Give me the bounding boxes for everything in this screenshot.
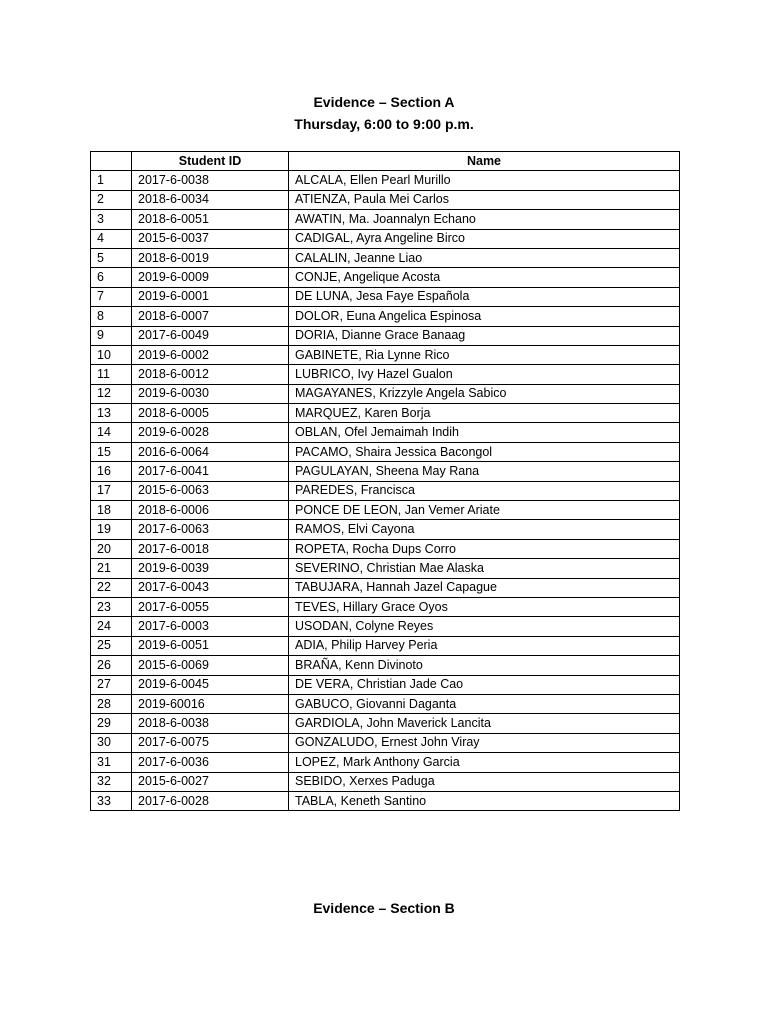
student-name-cell: CONJE, Angelique Acosta <box>289 268 680 287</box>
row-number: 29 <box>91 714 132 733</box>
student-id-cell: 2019-6-0039 <box>132 559 289 578</box>
row-number: 24 <box>91 617 132 636</box>
table-row <box>91 248 680 267</box>
student-name-cell: PAREDES, Francisca <box>289 481 680 500</box>
section-b-title: Evidence – Section B <box>313 900 455 916</box>
student-id-cell: 2018-6-0038 <box>132 714 289 733</box>
student-id-cell: 2018-6-0005 <box>132 404 289 423</box>
row-number: 22 <box>91 578 132 597</box>
student-id-cell: 2017-6-0041 <box>132 462 289 481</box>
table-row <box>91 326 680 345</box>
table-row <box>91 520 680 539</box>
student-name-cell: MARQUEZ, Karen Borja <box>289 404 680 423</box>
table-row <box>91 617 680 636</box>
student-name-cell: AWATIN, Ma. Joannalyn Echano <box>289 210 680 229</box>
student-name-cell: ADIA, Philip Harvey Peria <box>289 636 680 655</box>
student-id-cell: 2019-60016 <box>132 694 289 713</box>
row-number: 13 <box>91 404 132 423</box>
section-a-roster-table <box>90 151 680 811</box>
table-row <box>91 772 680 791</box>
student-id-cell: 2016-6-0064 <box>132 442 289 461</box>
table-row <box>91 423 680 442</box>
table-row <box>91 791 680 810</box>
student-name-cell: TEVES, Hillary Grace Oyos <box>289 597 680 616</box>
student-id-cell: 2018-6-0034 <box>132 190 289 209</box>
row-number: 11 <box>91 365 132 384</box>
row-number: 5 <box>91 248 132 267</box>
table-row <box>91 481 680 500</box>
row-number: 23 <box>91 597 132 616</box>
row-number: 33 <box>91 791 132 810</box>
student-id-cell: 2015-6-0037 <box>132 229 289 248</box>
table-row <box>91 171 680 190</box>
row-number: 3 <box>91 210 132 229</box>
section-a-schedule: Thursday, 6:00 to 9:00 p.m. <box>294 116 474 132</box>
row-number: 16 <box>91 462 132 481</box>
table-row <box>91 384 680 403</box>
section-a-title: Evidence – Section A <box>313 94 455 110</box>
table-row <box>91 578 680 597</box>
row-number: 8 <box>91 307 132 326</box>
student-name-cell: SEBIDO, Xerxes Paduga <box>289 772 680 791</box>
row-number: 10 <box>91 345 132 364</box>
student-name-cell: PACAMO, Shaira Jessica Bacongol <box>289 442 680 461</box>
student-name-cell: DOLOR, Euna Angelica Espinosa <box>289 307 680 326</box>
row-number: 4 <box>91 229 132 248</box>
student-name-cell: DORIA, Dianne Grace Banaag <box>289 326 680 345</box>
student-name-cell: LOPEZ, Mark Anthony Garcia <box>289 753 680 772</box>
row-number: 20 <box>91 539 132 558</box>
row-number: 25 <box>91 636 132 655</box>
table-row <box>91 210 680 229</box>
table-row <box>91 345 680 364</box>
row-number: 18 <box>91 501 132 520</box>
table-row <box>91 636 680 655</box>
row-number: 12 <box>91 384 132 403</box>
student-id-cell: 2015-6-0063 <box>132 481 289 500</box>
student-id-cell: 2019-6-0009 <box>132 268 289 287</box>
student-id-cell: 2015-6-0027 <box>132 772 289 791</box>
row-number: 19 <box>91 520 132 539</box>
student-name-cell: USODAN, Colyne Reyes <box>289 617 680 636</box>
student-id-cell: 2017-6-0003 <box>132 617 289 636</box>
student-name-cell: OBLAN, Ofel Jemaimah Indih <box>289 423 680 442</box>
column-header-number <box>91 152 132 171</box>
student-id-cell: 2017-6-0036 <box>132 753 289 772</box>
student-name-cell: TABLA, Keneth Santino <box>289 791 680 810</box>
student-name-cell: CALALIN, Jeanne Liao <box>289 248 680 267</box>
student-name-cell: MAGAYANES, Krizzyle Angela Sabico <box>289 384 680 403</box>
table-row <box>91 733 680 752</box>
table-row <box>91 714 680 733</box>
student-name-cell: BRAÑA, Kenn Divinoto <box>289 656 680 675</box>
student-id-cell: 2017-6-0038 <box>132 171 289 190</box>
student-name-cell: RAMOS, Elvi Cayona <box>289 520 680 539</box>
table-row <box>91 753 680 772</box>
row-number: 30 <box>91 733 132 752</box>
student-name-cell: DE VERA, Christian Jade Cao <box>289 675 680 694</box>
row-number: 32 <box>91 772 132 791</box>
table-row <box>91 442 680 461</box>
table-row <box>91 365 680 384</box>
student-id-cell: 2017-6-0049 <box>132 326 289 345</box>
student-id-cell: 2017-6-0043 <box>132 578 289 597</box>
row-number: 17 <box>91 481 132 500</box>
student-name-cell: ALCALA, Ellen Pearl Murillo <box>289 171 680 190</box>
student-name-cell: CADIGAL, Ayra Angeline Birco <box>289 229 680 248</box>
table-row <box>91 404 680 423</box>
row-number: 27 <box>91 675 132 694</box>
student-id-cell: 2015-6-0069 <box>132 656 289 675</box>
student-name-cell: PONCE DE LEON, Jan Vemer Ariate <box>289 501 680 520</box>
student-name-cell: DE LUNA, Jesa Faye Española <box>289 287 680 306</box>
student-id-cell: 2018-6-0012 <box>132 365 289 384</box>
table-header-row <box>91 152 680 171</box>
student-name-cell: LUBRICO, Ivy Hazel Gualon <box>289 365 680 384</box>
student-id-cell: 2019-6-0001 <box>132 287 289 306</box>
student-name-cell: SEVERINO, Christian Mae Alaska <box>289 559 680 578</box>
roster-body <box>91 171 680 811</box>
table-row <box>91 694 680 713</box>
student-name-cell: ATIENZA, Paula Mei Carlos <box>289 190 680 209</box>
student-id-cell: 2018-6-0007 <box>132 307 289 326</box>
row-number: 26 <box>91 656 132 675</box>
student-name-cell: GARDIOLA, John Maverick Lancita <box>289 714 680 733</box>
table-row <box>91 462 680 481</box>
table-row <box>91 229 680 248</box>
table-row <box>91 190 680 209</box>
row-number: 21 <box>91 559 132 578</box>
table-row <box>91 539 680 558</box>
student-name-cell: GABUCO, Giovanni Daganta <box>289 694 680 713</box>
student-id-cell: 2019-6-0002 <box>132 345 289 364</box>
row-number: 15 <box>91 442 132 461</box>
table-row <box>91 675 680 694</box>
student-id-cell: 2017-6-0063 <box>132 520 289 539</box>
row-number: 2 <box>91 190 132 209</box>
column-header-name: Name <box>289 152 680 171</box>
row-number: 31 <box>91 753 132 772</box>
table-row <box>91 307 680 326</box>
table-row <box>91 656 680 675</box>
student-id-cell: 2017-6-0075 <box>132 733 289 752</box>
row-number: 28 <box>91 694 132 713</box>
student-id-cell: 2017-6-0018 <box>132 539 289 558</box>
student-id-cell: 2018-6-0019 <box>132 248 289 267</box>
row-number: 9 <box>91 326 132 345</box>
student-id-cell: 2019-6-0030 <box>132 384 289 403</box>
student-id-cell: 2019-6-0045 <box>132 675 289 694</box>
student-id-cell: 2018-6-0051 <box>132 210 289 229</box>
row-number: 14 <box>91 423 132 442</box>
student-name-cell: PAGULAYAN, Sheena May Rana <box>289 462 680 481</box>
row-number: 7 <box>91 287 132 306</box>
student-id-cell: 2019-6-0051 <box>132 636 289 655</box>
column-header-student-id: Student ID <box>132 152 289 171</box>
student-id-cell: 2019-6-0028 <box>132 423 289 442</box>
student-name-cell: ROPETA, Rocha Dups Corro <box>289 539 680 558</box>
row-number: 6 <box>91 268 132 287</box>
row-number: 1 <box>91 171 132 190</box>
table-row <box>91 268 680 287</box>
student-id-cell: 2017-6-0055 <box>132 597 289 616</box>
student-name-cell: GONZALUDO, Ernest John Viray <box>289 733 680 752</box>
student-id-cell: 2018-6-0006 <box>132 501 289 520</box>
table-row <box>91 597 680 616</box>
table-row <box>91 559 680 578</box>
student-name-cell: GABINETE, Ria Lynne Rico <box>289 345 680 364</box>
table-row <box>91 501 680 520</box>
student-id-cell: 2017-6-0028 <box>132 791 289 810</box>
table-row <box>91 287 680 306</box>
student-name-cell: TABUJARA, Hannah Jazel Capague <box>289 578 680 597</box>
